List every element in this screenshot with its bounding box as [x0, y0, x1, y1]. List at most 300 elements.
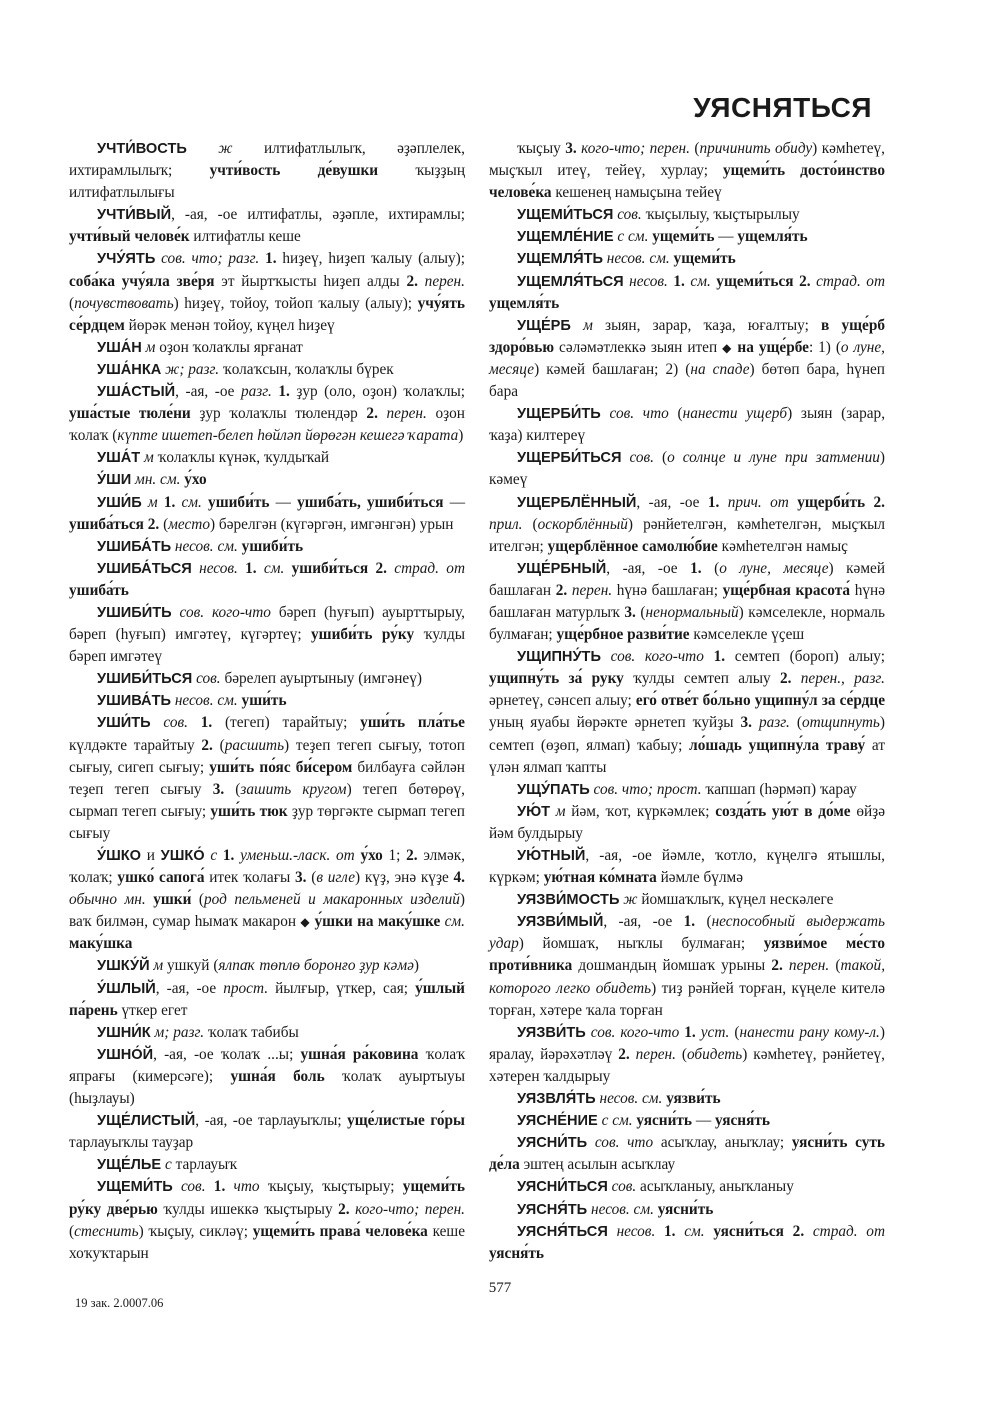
italic-label: ялпаҡ төплө боронғо ҙур кәмә — [218, 957, 414, 975]
bold-text: у́хо — [354, 847, 383, 864]
italic-label: несов. см. — [602, 250, 670, 268]
italic-label: страд. от — [804, 1222, 886, 1240]
dictionary-entry — [489, 138, 885, 204]
entry-text: ) — [458, 427, 464, 445]
entry-text: ) кәмһетеү, мыҫҡыл итеү, тейеү, хурлау; — [489, 140, 885, 180]
bold-text: 1. — [690, 559, 702, 577]
dictionary-entry — [489, 801, 885, 845]
italic-label: сов. кого-что — [585, 1023, 680, 1041]
entry-text: ) зыян (зарар, ҡаҙа) килтереү — [489, 405, 886, 445]
entry-text: ҙур ҡолаҡлы тюлендәр — [190, 405, 367, 423]
headword: УША́Т — [97, 450, 141, 467]
italic-label: уменьш.-ласк. от — [234, 847, 355, 864]
entry-text: ( — [675, 1045, 687, 1063]
entry-text: — — [714, 228, 738, 246]
headword: УШИБА́ТЬСЯ — [97, 560, 192, 577]
italic-label: обидеть — [686, 1045, 743, 1063]
entry-text: эштең асылын асыҡлау — [519, 1156, 676, 1174]
entry-text: ) тегеп бөтөрөү, сырмап тегеп сығыу; — [69, 780, 465, 820]
left-column — [69, 138, 465, 1265]
entry-text: ( — [522, 515, 538, 533]
headword: УША́НКА — [97, 361, 162, 378]
dictionary-entry — [69, 359, 465, 381]
bold-text: ущерблённое самолю́бие — [547, 537, 718, 555]
bold-text: 1. — [217, 847, 235, 864]
headword: УЩЕРБЛЁННЫЙ — [517, 494, 637, 511]
bold-text: уши́ть по́яс би́сером — [209, 758, 353, 776]
headword: УЩЕМЛЕ́НИЕ — [517, 229, 614, 246]
entry-text: ) яралау, йәрәхәтләү — [489, 1023, 885, 1063]
bold-text: на уще́рбе — [732, 338, 809, 356]
italic-label: о луне, месяце — [719, 559, 829, 577]
italic-label: см. — [256, 559, 285, 577]
italic-label: обычно мн. — [69, 891, 146, 909]
headword: УЩЕМИ́ТЬСЯ — [517, 207, 614, 224]
headword: УЩЕМЛЯ́ТЬСЯ — [517, 273, 624, 290]
entry-text: ) тиҙ рәнйей торған, күңеле кителә торған, хәтере ҡала торған — [489, 979, 885, 1019]
entry-text: , -ая, -ое ҡолаҡ ...ы; — [153, 1045, 301, 1063]
dictionary-entry — [69, 668, 465, 690]
bold-text: ущерби́ть 2. — [788, 493, 885, 511]
bold-text: соба́ка учу́яла зве́ря — [69, 272, 215, 290]
entry-text: бәреп (һуғып) ауырттырыу, бәреп (һуғып) имгәтеү, күгәртеү; — [69, 603, 465, 644]
italic-label: причинить обиду — [699, 140, 813, 157]
headword: УШИ́Б — [97, 494, 142, 511]
entry-text: ( — [69, 294, 75, 312]
italic-label: см. — [440, 913, 465, 931]
italic-label: прил. — [489, 515, 523, 533]
entry-text: илтифатлы кеше — [189, 228, 301, 246]
bold-text: 2. — [771, 957, 783, 975]
italic-label: род пельменей и макаронных изделий — [204, 891, 460, 909]
headword: УЯЗВИ́МЫЙ — [517, 914, 604, 931]
entry-text: йәм, ҡот, күркәмлек; — [565, 802, 716, 820]
dictionary-entry — [69, 1176, 465, 1264]
headword: УЯЗВЛЯ́ТЬ — [517, 1091, 596, 1108]
idiom-marker: ◆ — [722, 340, 733, 355]
bold-text: 3. — [212, 780, 225, 798]
entry-text: һүнә башлаған матурлыҡ — [489, 581, 885, 621]
dictionary-entry — [489, 447, 885, 491]
headword: УЯСНЕ́НИЕ — [517, 1113, 598, 1130]
dictionary-entry — [69, 1110, 465, 1154]
italic-label: зашить кругом — [240, 780, 347, 798]
bold-text: уясни́ть — [653, 1200, 714, 1218]
dictionary-entry — [69, 381, 465, 447]
italic-label: страд. от — [386, 559, 465, 577]
entry-text: ) күҙ, энә күҙе — [355, 869, 454, 887]
italic-label: несов. см. — [587, 1200, 654, 1218]
entry-text: ( — [224, 780, 241, 798]
entry-text: ҙур төргәкте сырмап тегеп сығыу — [69, 802, 465, 842]
headword: УЯСНЯ́ТЬСЯ — [517, 1223, 608, 1240]
entry-text: , -ая, -ое — [636, 493, 708, 511]
italic-label: стеснить — [74, 1222, 139, 1240]
dictionary-entry — [489, 889, 885, 911]
italic-label: см. — [675, 1222, 705, 1240]
entry-text: 1; — [382, 847, 407, 864]
dictionary-entry — [489, 271, 885, 315]
dictionary-entry — [489, 204, 885, 226]
entry-text: әрнетеү, сәнсеп алыу; — [489, 692, 636, 710]
entry-text: һиҙеү, һиҙеп ҡалыу (алыу); — [276, 250, 466, 268]
entry-text: йөрәк менән тойоу, күңел һиҙеү — [124, 316, 335, 334]
entry-text: ҡолаҡ ауыртыуы (һыҙлауы) — [69, 1067, 465, 1108]
dictionary-entry — [489, 779, 885, 801]
entry-text: илтифатлылыҡ, әҙәплелек, ихтирамлылыҡ; — [69, 140, 465, 180]
entry-text: — — [269, 493, 298, 511]
italic-label: күпте ишетеп-белеп һөйләп йөрөгән кешегә ҡарата — [117, 427, 459, 445]
bold-text: учти́вость де́вушки — [209, 162, 379, 180]
bold-text: ушиби́ть — [237, 537, 304, 555]
bold-text: уще́рбная красота́ — [722, 581, 851, 599]
bold-text: у́хо — [180, 471, 207, 489]
italic-label: с см. — [613, 228, 649, 246]
italic-label: перен. — [567, 581, 613, 599]
italic-label: сов. что; разг. — [155, 250, 260, 268]
italic-label: сов. что; прост. — [589, 780, 702, 798]
bold-text: ушиба́ться 2. — [69, 515, 160, 533]
bold-text: 3. — [624, 603, 636, 621]
entry-text: ( — [729, 1023, 740, 1041]
italic-label: м — [149, 957, 164, 975]
bold-text: ушиба́ть — [69, 581, 129, 599]
headword: У́ШКО — [97, 848, 142, 864]
entry-text: өйҙә йәм булдырыу — [489, 802, 885, 842]
entry-text: ҡыҙҙың илтифатлылығы — [69, 162, 466, 202]
entry-text: ( — [789, 714, 802, 732]
dictionary-entry — [69, 492, 465, 536]
entry-text: ) кәмселекле, нормаль булмаған; — [489, 603, 885, 644]
entry-text: һүнә башлаған; — [612, 581, 723, 599]
entry-text: ( — [829, 957, 841, 975]
bold-text: уясня́ть — [489, 1244, 545, 1262]
bold-text: уясни́ться 2. — [704, 1222, 805, 1240]
headword: УШИ́ТЬ — [97, 715, 151, 732]
headword: УЩЕ́РБ — [517, 317, 571, 334]
entry-text: ҡапшап (һәрмәп) ҡарау — [701, 780, 857, 798]
italic-label: такой, которого легко обидеть — [489, 957, 886, 997]
italic-label: несов. см. — [171, 537, 238, 555]
dictionary-entry — [489, 1176, 885, 1198]
italic-label: перен. — [417, 272, 465, 290]
entry-text: ( — [695, 913, 712, 931]
headword: УЩЕРБИ́ТЬ — [517, 406, 601, 423]
italic-label: м — [141, 493, 158, 511]
italic-label: сов. что — [587, 1134, 654, 1152]
bold-text: ущеми́ть права́ челове́ка — [252, 1222, 428, 1240]
bold-text: ушиба́ть, ушиби́ться — [297, 493, 444, 511]
entry-text: , -ая, -ое илтифатлы, әҙәпле, ихтирамлы; — [171, 206, 465, 224]
entry-text: ( — [306, 869, 317, 887]
entry-text: ) семтеп (өҙөп, ялмап) ҡабыу; — [489, 714, 885, 754]
dictionary-entry — [489, 226, 885, 248]
entry-text: ) ваҡ билмән, сумар һымаҡ макарон — [69, 891, 466, 931]
entry-text: , -ая, -ое тарлауыҡлы; — [195, 1112, 348, 1130]
bold-text: 1. — [683, 913, 696, 931]
bold-text: 2. — [366, 405, 378, 423]
entry-text: ) һиҙеү, тойоу, тойоп ҡалыу (алыу); — [173, 294, 418, 312]
entry-text: ҡолаҡлы күнәк, ҡулдыҡай — [153, 449, 330, 467]
entry-text: ( — [654, 449, 668, 467]
italic-label: несов. — [607, 1222, 656, 1240]
entry-text: , -ая, -ое — [603, 913, 684, 931]
bold-text: 2. — [201, 736, 213, 754]
headword: УЧТИ́ВОСТЬ — [97, 141, 187, 157]
bold-text: 2. — [406, 272, 418, 290]
entry-text: ( — [159, 515, 169, 533]
printer-signature: 19 зак. 2.0007.06 — [75, 1296, 164, 1310]
entry-text: ) бөтөп бара, һүнеп бара — [489, 360, 885, 401]
bold-text: ущемля́ть — [489, 294, 560, 312]
entry-text: ҡулды семтеп алыу — [623, 670, 780, 688]
italic-label: оскорблённый — [537, 515, 628, 533]
bold-text: 1. — [707, 493, 720, 511]
bold-text: 1. — [187, 714, 213, 732]
entry-text: , -ая, -ое йәмле, ҡотло, күңелгә ятышлы, күркәм; — [489, 847, 885, 887]
entry-text: кәмселекле үҫеш — [689, 626, 805, 644]
entry-text: зыян, зарар, ҡаҙа, юғалтыу; — [592, 316, 822, 334]
bold-text: 2. — [406, 847, 418, 864]
bold-text: 1. — [703, 648, 726, 666]
italic-label: сов. — [150, 714, 188, 732]
bold-text: 2. — [555, 581, 568, 599]
entry-text: оҙон ҡолаҡ ( — [69, 405, 465, 445]
bold-text: ущеми́ть ру́ку две́рью — [69, 1178, 465, 1218]
italic-label: на спаде — [690, 360, 750, 378]
bold-text: 1. — [655, 1222, 676, 1240]
italic-label: м; разг. — [150, 1023, 205, 1041]
dictionary-entry — [489, 1132, 885, 1176]
italic-label: м — [140, 449, 154, 467]
entry-text: ушкуй ( — [163, 957, 219, 975]
entry-text: ҡолаҡ япрағы (кимерсәге); — [69, 1045, 465, 1085]
italic-label: ж — [186, 140, 233, 157]
entry-text: , -ая, -ое — [606, 559, 691, 577]
headword: УЩЕМИ́ТЬ — [97, 1179, 173, 1196]
italic-label: разг. — [240, 383, 272, 401]
italic-label: перен. — [782, 957, 830, 975]
headword: УЩИПНУ́ТЬ — [517, 649, 601, 666]
entry-text: ) теҙеп тегеп сығыу, тотоп сығыу, сигеп сығыу; — [69, 736, 465, 776]
italic-label: сов. — [192, 670, 221, 688]
bold-text: 3. — [295, 869, 307, 887]
bold-text: уши́ть пла́тье — [360, 714, 465, 732]
dictionary-entry — [69, 978, 465, 1022]
italic-label: ненормальный — [645, 603, 739, 621]
entry-text: оҙон ҡолаҡлы ярғанат — [155, 338, 303, 356]
entry-text: ҡулды бәреп имгәтеү — [69, 626, 466, 666]
entry-text: ) кәмей башлаған; 2) ( — [534, 360, 691, 378]
entry-text: асыҡлау, аныҡлау; — [653, 1134, 792, 1152]
italic-label: несов. — [191, 559, 238, 577]
bold-text: 3. — [565, 140, 577, 157]
headword: УЧТИ́ВЫЙ — [97, 207, 172, 224]
bold-text: ушна́я боль — [230, 1067, 325, 1085]
dictionary-entry — [489, 1221, 885, 1265]
italic-label: м — [141, 338, 156, 356]
entry-text: кешенең намыҫына тейеү — [551, 184, 722, 202]
italic-label: м — [570, 316, 593, 334]
italic-label: с — [161, 1156, 172, 1174]
italic-label: о солнце и луне при затмении — [667, 449, 880, 467]
bold-text: ущемля́ть — [737, 228, 808, 246]
entry-text: ) — [413, 957, 419, 975]
italic-label: в игле — [316, 869, 356, 887]
bold-text: его́ отве́т бо́льно ущипну́л за се́рдце — [635, 692, 885, 710]
italic-label: несов. см. — [171, 692, 238, 710]
bold-text: ушиби́ться 2. — [284, 559, 387, 577]
idiom-marker: ◆ — [300, 915, 311, 930]
bold-text: ушиби́ть — [201, 493, 270, 511]
entry-text: ( — [668, 405, 683, 423]
left-column-entries — [69, 138, 465, 1265]
headword: УЯЗВИ́ТЬ — [517, 1024, 586, 1041]
italic-label: сов. — [607, 1178, 637, 1196]
bold-text: маку́шка — [69, 935, 133, 953]
bold-text: уще́листые го́ры — [347, 1112, 465, 1130]
bold-text: ущеми́ть досто́инство челове́ка — [489, 162, 885, 202]
italic-label: о луне, месяце — [489, 338, 885, 378]
dictionary-entry — [69, 337, 465, 359]
bold-text: 1. — [667, 272, 685, 290]
italic-label: прост. — [223, 979, 269, 997]
dictionary-entry — [69, 712, 465, 845]
dictionary-entry — [69, 469, 465, 491]
dictionary-entry — [489, 646, 885, 779]
bold-text: учу́ять се́рдцем — [69, 294, 465, 334]
italic-label: м — [550, 802, 566, 820]
bold-text: уша́стые тюле́ни — [69, 405, 191, 423]
bold-text: у́шлый па́рень — [69, 979, 465, 1019]
dictionary-entry — [489, 492, 885, 558]
italic-label: кого-что; перен. — [349, 1200, 465, 1218]
entry-text: ҙур (оло, оҙон) ҡолаҡлы; — [289, 383, 466, 401]
dictionary-entry — [69, 1154, 465, 1176]
headword: УШКО́ — [160, 848, 205, 864]
bold-text: 1. — [271, 383, 290, 401]
italic-label: сов. кого-что — [600, 648, 704, 666]
italic-label: сов. — [172, 1178, 206, 1196]
bold-text: ущеми́ть — [648, 228, 715, 246]
italic-label: сов. что — [600, 405, 669, 423]
headword: УЩЕ́ЛИСТЫЙ — [97, 1113, 196, 1130]
italic-label: см. — [175, 493, 202, 511]
right-column — [489, 138, 885, 1265]
bold-text: 2. — [338, 1200, 350, 1218]
running-head: УЯСНЯТЬСЯ — [693, 92, 872, 123]
headword: УЧУ́ЯТЬ — [97, 251, 156, 268]
bold-text: уясни́ть — [632, 1112, 692, 1130]
bold-text: уши́ть тюк — [210, 802, 288, 820]
headword: УЯСНЯ́ТЬ — [517, 1201, 588, 1218]
entry-text: ( — [635, 603, 646, 621]
italic-label: ж; разг. — [161, 360, 220, 378]
page-number: 577 — [488, 1280, 512, 1296]
entry-text: ҡыҫыу, ҡыҫтырыу; — [259, 1178, 403, 1196]
bold-text: 3. — [740, 714, 753, 732]
italic-label: прич. от — [719, 493, 789, 511]
headword: УЯСНИ́ТЬ — [517, 1135, 588, 1152]
entry-text: : 1) ( — [808, 338, 841, 356]
headword: У́ШИ — [97, 472, 132, 489]
headword: УШКУ́Й — [97, 958, 150, 975]
entry-text: кәмһетелгән намыҫ — [717, 537, 848, 555]
dictionary-entry — [489, 315, 885, 403]
entry-text: ( — [69, 1222, 75, 1240]
italic-label: отщипнуть — [801, 714, 880, 732]
italic-label: см. — [684, 272, 711, 290]
entry-text: уның яуабы йөрәкте әрнетеп ҡуйҙы — [489, 714, 741, 732]
italic-label: почувствовать — [74, 294, 174, 312]
bold-text: ушиби́ть ру́ку — [311, 626, 415, 644]
dictionary-entry — [489, 1199, 885, 1221]
italic-label: сов. — [613, 206, 642, 224]
dictionary-entry — [69, 204, 465, 248]
dictionary-entry — [69, 447, 465, 469]
italic-label: несов. — [623, 272, 668, 290]
italic-label: с — [204, 847, 218, 864]
entry-text: ат үлән ялмап ҡапты — [489, 736, 886, 776]
entry-text: ( — [701, 559, 720, 577]
entry-text: ҡыҫылыу, ҡыҫтырылыу — [641, 206, 800, 224]
entry-text: итек ҡолағы — [204, 869, 296, 887]
entry-text: йәмле бүлмә — [656, 869, 744, 887]
entry-text: ( — [689, 140, 700, 157]
bold-text: 1. — [205, 1178, 226, 1196]
entry-text: билбауға сәйлән теҙеп тегеп сығыу — [69, 758, 465, 798]
italic-label: сов. — [621, 449, 654, 467]
bold-text: ую́тная ко́мната — [543, 869, 657, 887]
headword: УЩЕ́ЛЬЕ — [97, 1157, 162, 1174]
headword: УЮ́Т — [517, 803, 551, 820]
bold-text: уясни́ть суть де́ла — [489, 1134, 885, 1174]
bold-text: ушко́ сапога́ — [117, 869, 205, 887]
bold-text: ло́шадь ущипну́ла траву́ — [689, 736, 866, 754]
bold-text: 2. — [779, 670, 792, 688]
headword: УШНИ́К — [97, 1024, 151, 1041]
bold-text: уязви́ть — [662, 1090, 721, 1108]
entry-text: ( — [191, 891, 204, 909]
headword: УЩЕРБИ́ТЬСЯ — [517, 450, 622, 467]
dictionary-entry — [489, 558, 885, 646]
entry-text: ) рәнйетелгән, кәмһетелгән, мыҫҡыл ителгән; — [489, 515, 885, 555]
bold-text: уще́рбное разви́тие — [556, 626, 690, 644]
italic-label: с см. — [597, 1112, 633, 1130]
headword: УЮ́ТНЫЙ — [517, 848, 586, 864]
dictionary-entry — [69, 1044, 465, 1110]
dictionary-entry — [69, 536, 465, 558]
entry-text: ( — [212, 736, 225, 754]
bold-text: ушки́ — [145, 891, 192, 909]
bold-text: 1. — [679, 1023, 696, 1041]
headword: УЯСНИ́ТЬСЯ — [517, 1179, 608, 1196]
entry-text: , -ая, -ое — [155, 979, 224, 997]
headword: УШНО́Й — [97, 1046, 154, 1063]
bold-text: ущипну́ть за́ руку — [489, 670, 624, 688]
dictionary-entry — [489, 1110, 885, 1132]
entry-text: ҡулды ишеккә ҡыҫтырыу — [157, 1200, 339, 1218]
headword: УЩЕ́РБНЫЙ — [517, 560, 607, 577]
bold-text: учти́вый челове́к — [69, 228, 190, 246]
bold-text: ушна́я ра́ковина — [300, 1045, 419, 1063]
bold-text: 4. — [453, 869, 466, 887]
italic-label: страд. от — [810, 272, 886, 290]
dictionary-entry — [489, 403, 885, 447]
entry-text: күлдәкте тарайтыу — [69, 736, 202, 754]
italic-label: перен., разг. — [791, 670, 885, 688]
entry-text: асыҡланыу, аныҡланыу — [636, 1178, 794, 1196]
